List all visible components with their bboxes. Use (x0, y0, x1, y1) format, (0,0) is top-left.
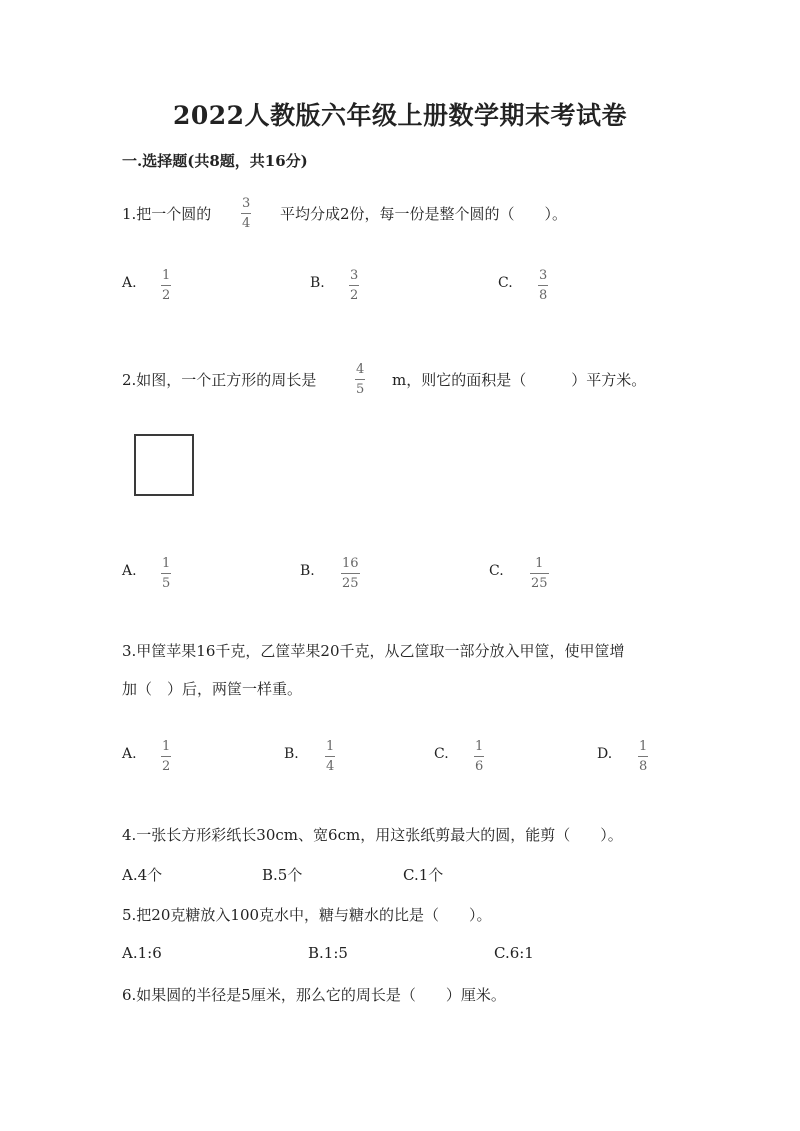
q5-text: 5.把20克糖放入100克水中，糖与糖水的比是（ ）。 (122, 906, 492, 924)
fraction-numerator: 1 (162, 556, 171, 571)
fraction-numerator: 4 (356, 362, 365, 377)
q1-option-b-label: B. (310, 275, 325, 291)
square-figure (134, 434, 194, 496)
fraction-numerator: 3 (539, 268, 548, 283)
fraction-bar (161, 756, 171, 757)
fraction-denominator: 4 (242, 216, 251, 231)
q1-option-c-fraction (538, 268, 548, 303)
q5-option-c: C.6:1 (494, 944, 534, 962)
fraction-bar (341, 573, 360, 574)
q2-option-a-fraction (161, 556, 171, 591)
q4-option-b: B.5个 (262, 866, 303, 884)
fraction-denominator: 25 (342, 576, 359, 591)
q3-option-a-label: A. (122, 746, 137, 762)
fraction-bar (241, 213, 251, 214)
q3-option-c-fraction (474, 739, 484, 774)
fraction-numerator: 3 (350, 268, 359, 283)
q2-option-b-label: B. (300, 563, 315, 579)
q3-option-c-label: C. (434, 746, 449, 762)
q1-option-a-label: A. (122, 275, 137, 291)
fraction-denominator: 8 (639, 759, 648, 774)
q3-option-a-fraction (161, 739, 171, 774)
fraction-bar (349, 285, 359, 286)
fraction-bar (638, 756, 648, 757)
q2-option-c-fraction (530, 556, 549, 591)
q1-text-before: 1.把一个圆的 (122, 205, 212, 223)
fraction-denominator: 2 (162, 759, 171, 774)
q3-option-b-fraction (325, 739, 335, 774)
q1-option-a-fraction (161, 268, 171, 303)
fraction-bar (325, 756, 335, 757)
q2-text-after: m，则它的面积是（ ）平方米。 (392, 371, 647, 389)
q2-text-before: 2.如图，一个正方形的周长是 (122, 371, 317, 389)
fraction-bar (355, 379, 365, 380)
q2-option-a-label: A. (122, 563, 137, 579)
q2-option-c-label: C. (489, 563, 504, 579)
fraction-bar (530, 573, 549, 574)
fraction-denominator: 5 (356, 382, 365, 397)
fraction-denominator: 25 (531, 576, 548, 591)
fraction-numerator: 16 (342, 556, 359, 571)
fraction-denominator: 2 (162, 288, 171, 303)
fraction-numerator: 3 (242, 196, 251, 211)
q1-option-b-fraction (349, 268, 359, 303)
q4-text: 4.一张长方形彩纸长30cm、宽6cm，用这张纸剪最大的圆，能剪（ ）。 (122, 826, 623, 844)
q1-option-c-label: C. (498, 275, 513, 291)
q4-option-c: C.1个 (403, 866, 444, 884)
q4-option-a: A.4个 (122, 866, 163, 884)
q3-option-d-fraction (638, 739, 648, 774)
section-heading: 一.选择题(共8题，共16分) (122, 152, 308, 170)
fraction-denominator: 6 (475, 759, 484, 774)
fraction-numerator: 1 (475, 739, 484, 754)
fraction-bar (161, 285, 171, 286)
fraction-numerator: 1 (162, 268, 171, 283)
q2-fraction (355, 362, 365, 397)
fraction-numerator: 1 (162, 739, 171, 754)
q2-option-b-fraction (341, 556, 360, 591)
fraction-numerator: 1 (639, 739, 648, 754)
q6-text: 6.如果圆的半径是5厘米，那么它的周长是（ ）厘米。 (122, 986, 506, 1004)
page-title: 2022人教版六年级上册数学期末考试卷 (172, 101, 628, 130)
q5-option-b: B.1:5 (308, 944, 348, 962)
q3-option-b-label: B. (284, 746, 299, 762)
fraction-numerator: 1 (326, 739, 335, 754)
q1-text-after: 平均分成2份，每一份是整个圆的（ ）。 (280, 205, 568, 223)
fraction-bar (474, 756, 484, 757)
q3-line-2: 加（ ）后，两筐一样重。 (122, 680, 303, 698)
fraction-denominator: 8 (539, 288, 548, 303)
fraction-denominator: 2 (350, 288, 359, 303)
fraction-bar (538, 285, 548, 286)
fraction-numerator: 1 (535, 556, 544, 571)
q3-line-1: 3.甲筐苹果16千克，乙筐苹果20千克，从乙筐取一部分放入甲筐，使甲筐增 (122, 642, 625, 660)
fraction-bar (161, 573, 171, 574)
q5-option-a: A.1:6 (122, 944, 162, 962)
q3-option-d-label: D. (597, 746, 613, 762)
q1-fraction (241, 196, 251, 231)
fraction-denominator: 5 (162, 576, 171, 591)
fraction-denominator: 4 (326, 759, 335, 774)
